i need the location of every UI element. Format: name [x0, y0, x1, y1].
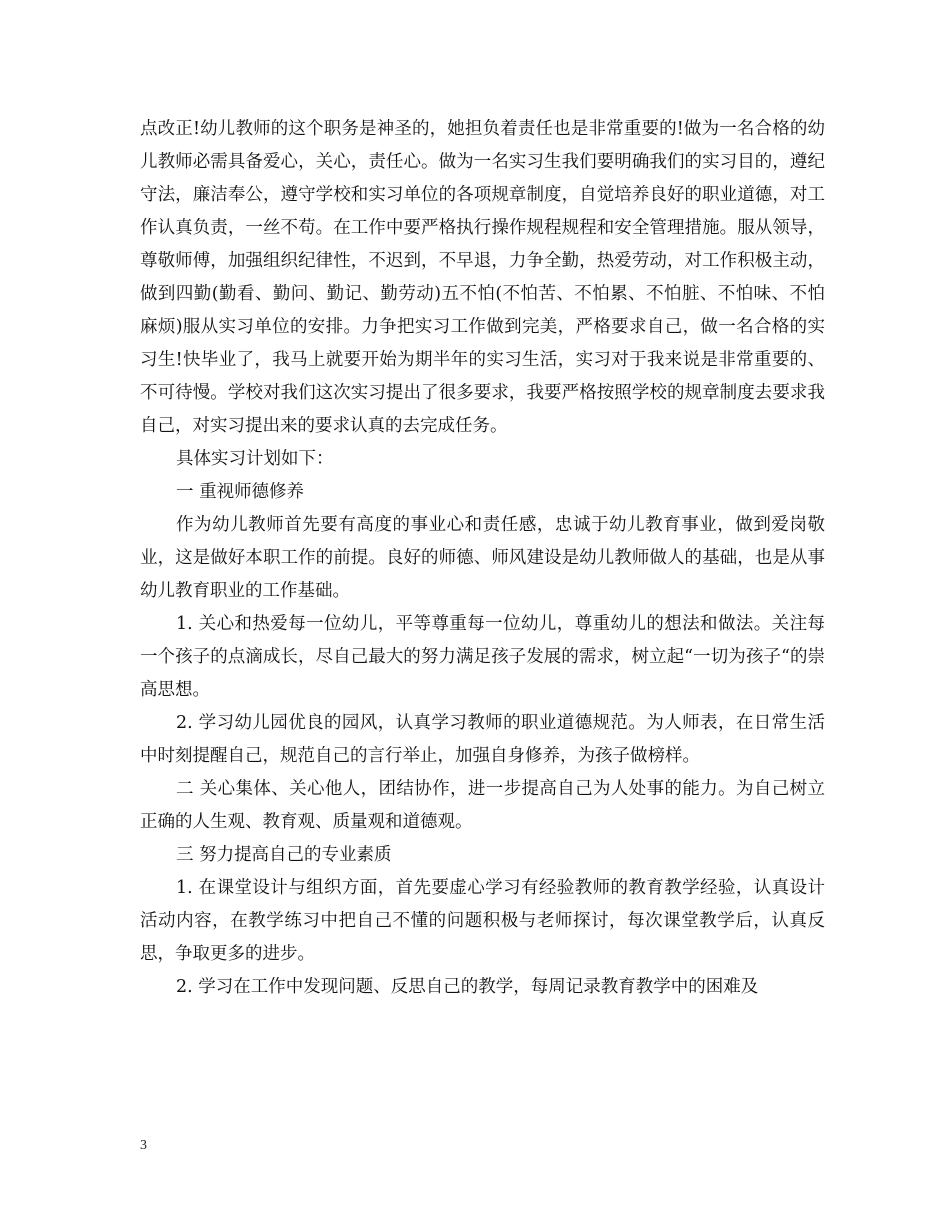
list-item-1-2: 2. 学习幼儿园优良的园风，认真学习教师的职业道德规范。为人师表，在日常生活中时刻提醒自己，规范自己的言行举止，加强自身修养，为孩子做榜样。: [140, 713, 825, 766]
list-item-3-1: 1. 在课堂设计与组织方面，首先要虚心学习有经验教师的教育教学经验，认真设计活动内容，在教学练习中把自己不懂的问题积极与老师探讨，每次课堂教学后，认真反思，争取更多的进步。: [140, 878, 825, 964]
paragraph-3: 作为幼儿教师首先要有高度的事业心和责任感，忠诚于幼儿教育事业，做到爱岗敬业，这是做好本职工作的前提。良好的师德、师风建设是幼儿教师做人的基础，也是从事幼儿教育职业的工作基础。: [140, 515, 825, 601]
list-item-1-1: 1. 关心和热爱每一位幼儿，平等尊重每一位幼儿，尊重幼儿的想法和做法。关注每一个孩子的点滴成长，尽自己最大的努力满足孩子发展的需求，树立起“一切为孩子“的崇高思想。: [140, 614, 825, 700]
paragraph-2: 具体实习计划如下：: [176, 449, 334, 469]
page-number: 3: [140, 1138, 147, 1153]
section-heading-3: 三 努力提高自己的专业素质: [176, 845, 392, 865]
paragraph-1: 点改正!幼儿教师的这个职务是神圣的，她担负着责任也是非常重要的!做为一名合格的幼儿教师必需具备爱心，关心，责任心。做为一名实习生我们要明确我们的实习目的，遵纪守法，廉洁奉公，遵守学校和实习单位的各项规章制度，自觉培养良好的职业道德，对工作认真负责，一丝不苟。在工作中要严格执行操作规程规程和安全管理措施。服从领导，尊敬师傅，加强组织纪律性，不迟到，不早退，力争全勤，热爱劳动，对工作积极主动，做到四勤(勤看、勤问、勤记、勤劳动)五不怕(不怕苦、不怕累、不怕脏、不怕味、不怕麻烦)服从实习单位的安排。力争把实习工作做到完美，严格要求自己，做一名合格的实习生!快毕业了，我马上就要开始为期半年的实习生活，实习对于我来说是非常重要的、不可待慢。学校对我们这次实习提出了很多要求，我要严格按照学校的规章制度去要求我自己，对实习提出来的要求认真的去完成任务。: [140, 119, 825, 436]
section-heading-2: 二 关心集体、关心他人，团结协作，进一步提高自己为人处事的能力。为自己树立正确的人生观、教育观、质量观和道德观。: [140, 779, 825, 832]
section-heading-1: 一 重视师德修养: [176, 482, 305, 502]
list-item-3-2: 2. 学习在工作中发现问题、反思自己的教学，每周记录教育教学中的困难及: [176, 977, 759, 997]
document-body: [140, 113, 825, 1004]
